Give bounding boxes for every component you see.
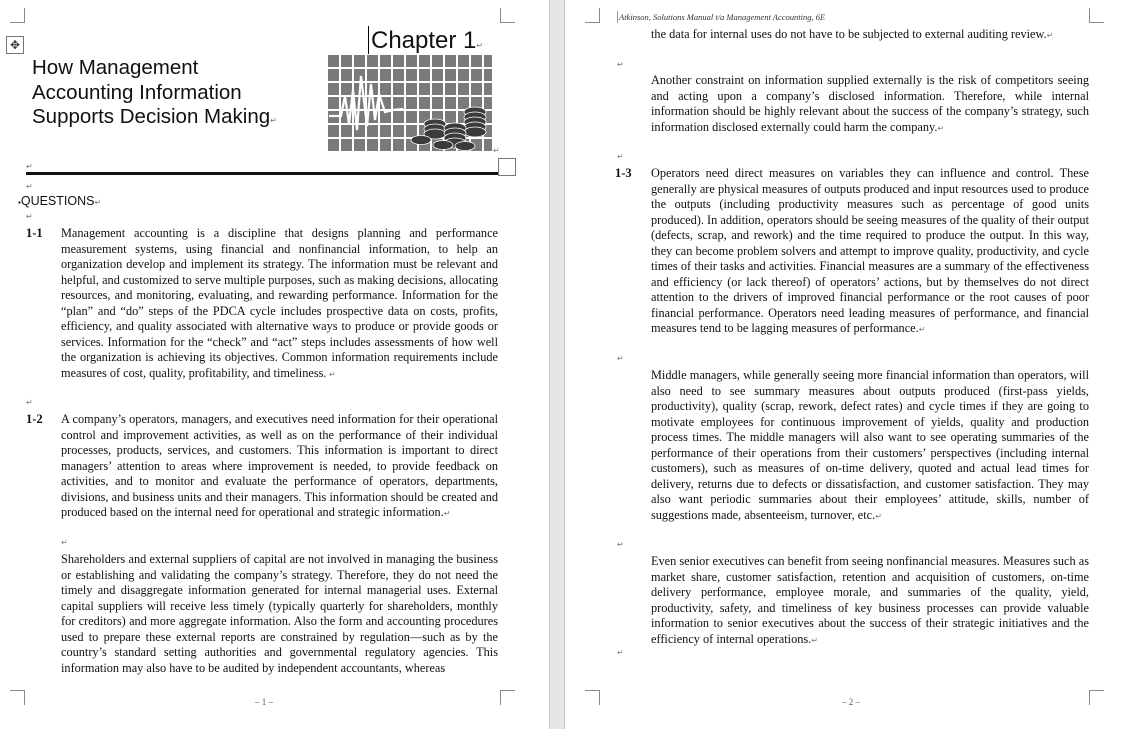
pilcrow-icon: ↵ [270,116,277,126]
crop-mark [1089,690,1104,705]
question-number: 1-1 [26,226,43,240]
chapter-title[interactable] [368,26,483,56]
pilcrow-icon: ↵ [617,60,624,69]
pilcrow-icon: ↵ [1046,31,1054,40]
answer-text: Operators need direct measures on variables they can influence and control. These generally are physical measures of outputs produced and input resources used to produce the outputs (including productivity measures such as percentage of good units produced). In addition, operators should be seeing measures of the quality of their output (defects, scrap, and rework) and the time required to produce the output. In this way, they can become problem solvers and attempt to improve quality, productivity, and cycle times of their tasks and activities. Financial measures are a summary of the effectiveness and efficiency (or lack thereof) of operators’ actions, but by themselves do not direct attention to the drivers of improved financial performance or the root causes of poor financial performance. Operators need leading measures of performance, and financial measures tend to be lagging measures of performance. [651,166,1089,335]
answer-paragraph[interactable] [61,412,498,522]
pilcrow-icon: ↵ [811,635,818,645]
pilcrow-icon: ↵ [937,123,945,133]
chapter-title-text: Chapter 1 [371,27,477,54]
pilcrow-icon: ↵ [617,540,624,549]
questions-heading-text: QUESTIONS [20,194,95,208]
question-number: 1-2 [26,412,43,426]
pilcrow-icon: ↵ [476,41,484,50]
answer-text: A company’s operators, managers, and executives need information for their operational control and improvement activities, as well as on the performance of their individual processes, products, services, and customers. This information is important to direct managers’ attention to areas where improvement is needed, to provide feedback on activities, and to monitor and evaluate the performance of operators, departments, divisions, and business units and their managers. This information should be created and produced based on the internal need for operational and strategic information. [61,412,498,519]
pilcrow-icon: ↵ [326,369,336,379]
pilcrow-icon: ↵ [617,648,624,657]
running-header[interactable]: Atkinson, Solutions Manual t/a Management Accounting, 6E [619,12,826,22]
answer-paragraph[interactable] [651,554,1089,648]
answer-text: Shareholders and external suppliers of capital are not involved in managing the business or establishing and validating the company’s strategy. Therefore, they do not need the timely and disaggregate information generated for internal managerial uses. External capital suppliers will receive less timely (typically quarterly for shareholders, monthly for creditors) and more aggregate information. Also the form and accounting procedures used to prepare these external reports are constrained by regulation—such as by the country’s standard setting authorities and governmental regulatory agencies. This information may also have to be audited by independent accountants, whereas [61,552,498,675]
document-page-2 [565,0,1126,729]
table-resize-handle[interactable] [498,158,516,176]
pilcrow-icon: ↵ [26,212,33,221]
answer-paragraph[interactable] [61,552,498,676]
pilcrow-icon: ↵ [94,198,102,207]
questions-heading[interactable]: ▪QUESTIONS↵ [18,194,102,208]
pilcrow-icon: ↵ [26,182,33,191]
answer-text: Middle managers, while generally seeing more financial information than operators, will also need to see summary measures about outputs produced (first-pass yields, productivity), quality (scrap, rework, defect rates) and cycle times if they are going to motivate employees for continuous improvement of yields, quality and production process times. The middle managers will also want to see operating summaries of the performance of their operations from their customers’ perspectives (including internal customers), such as measures of on-time delivery, quoted and actual lead times for delivery, returns due to defects or dissatisfaction, and customer satisfaction. They may also want periodic summaries about their employees’ attitude, skills, number of suggestions made, absenteeism, turnover, etc. [651,368,1089,522]
book-title[interactable] [32,56,302,134]
book-title-text: How Management Accounting Information Supports Decision Making [32,56,271,129]
answer-paragraph[interactable] [651,73,1089,136]
crop-mark [500,690,515,705]
crop-mark [1089,8,1104,23]
stock-chart-coins-illustration[interactable] [327,54,493,152]
answer-text: Management accounting is a discipline that designs planning and performance measurement systems, using financial and nonfinancial information, to help an organization develop and implement its strategy. The information must be relevant and helpful, and customized to serve multiple purposes, such as making decisions, allocating resources, and monitoring, evaluating, and rewarding performance. Information for the “plan” and “do” steps of the PDCA cycle includes prospective data on costs, profits, efficiency, and quality associated with alternative ways to produce or provide goods or services. Information for the “check” and “act” steps includes assessments of how well the organization is achieving its objectives. Common information requirements include measures of cost, quality, profitability, and timeliness. [61,226,498,380]
title-rule [26,172,498,175]
pilcrow-icon: ↵ [617,354,624,363]
pilcrow-icon: ↵ [443,509,451,518]
crop-mark [10,690,25,705]
pilcrow-icon: ↵ [61,538,68,547]
crop-mark [500,8,515,23]
answer-paragraph[interactable] [651,166,1089,338]
answer-paragraph[interactable] [651,368,1089,524]
crop-mark [585,690,600,705]
crop-mark [10,8,25,23]
answer-text: the data for internal uses do not have to be subjected to external auditing review. [651,27,1047,41]
pilcrow-icon: ↵ [617,152,624,161]
table-move-handle-icon[interactable]: ✥ [6,36,24,54]
pilcrow-icon: ↵ [493,146,500,155]
crop-mark [585,8,600,23]
page-number: – 2 – [842,697,860,707]
answer-text: Even senior executives can benefit from seeing nonfinancial measures. Measures such as market share, customer satisfaction, retention and acquisition of customers, on-time delivery performance, employee morale, and summaries of the quality, yield, productivity, safety, and timeliness of key business processes can provide valuable information to senior executives about the success of their strategic initiatives and the efficiency of internal operations. [651,554,1089,646]
pilcrow-icon: ↵ [918,325,926,334]
document-page-1 [0,0,549,729]
question-number: 1-3 [615,166,632,180]
pilcrow-icon: ↵ [875,511,882,521]
page-number: – 1 – [255,697,273,707]
answer-paragraph[interactable] [61,226,498,382]
answer-text: Another constraint on information supplied externally is the risk of competitors seeing and acting upon a company’s disclosed information. Therefore, while internal information should be highly relevant about the success of the company’s strategy, such information disclosed externally could harm the company. [651,73,1089,134]
page-gutter [549,0,565,729]
answer-paragraph[interactable] [651,27,1089,44]
pilcrow-icon: ↵ [26,398,33,407]
pilcrow-icon: ↵ [26,162,33,171]
